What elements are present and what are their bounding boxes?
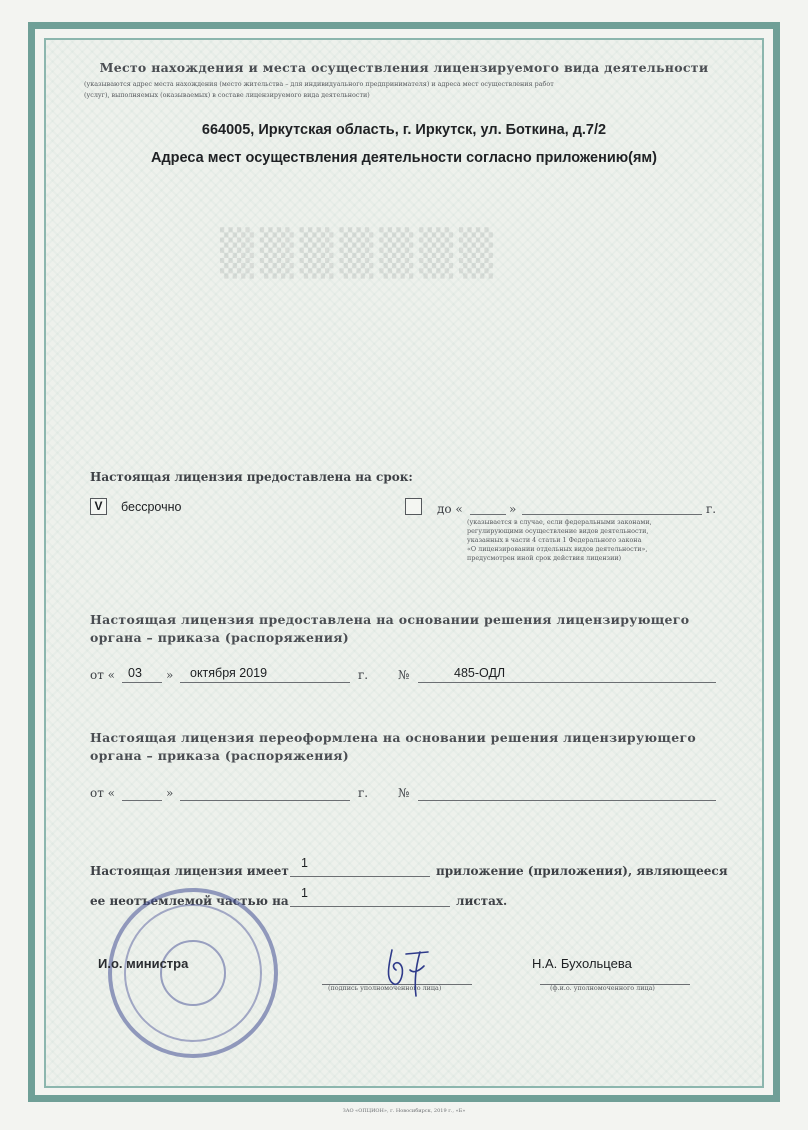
basis-day-line: [122, 682, 162, 683]
basis-year-suffix: г.: [358, 668, 369, 682]
appendix-line2-suffix: листах.: [456, 894, 508, 908]
until-checkbox[interactable]: [405, 498, 422, 515]
basis-title-1: Настоящая лицензия предоставлена на основании решения лицензирующего: [90, 612, 690, 627]
header-title: Место нахождения и места осуществления лицензируемого вида деятельности: [99, 60, 709, 75]
term-title: Настоящая лицензия предоставлена на срок:: [90, 470, 413, 484]
signature-caption: (подпись уполномоченного лица): [328, 984, 442, 992]
term-note-2: регулирующими осуществление видов деятельности,: [467, 527, 649, 535]
appendix-line1-prefix: Настоящая лицензия имеет: [90, 864, 289, 878]
basis-number-label: №: [398, 668, 410, 682]
basis-from-mid: »: [166, 668, 174, 682]
until-mid: »: [509, 502, 517, 516]
reissue-day-line: [122, 800, 162, 801]
handwritten-signature: [370, 940, 440, 1000]
reissue-title-1: Настоящая лицензия переоформлена на основании решения лицензирующего: [90, 730, 697, 745]
official-seal-emblem: [160, 940, 226, 1006]
indefinite-label: бессрочно: [121, 500, 182, 514]
term-note-5: предусмотрен иной срок действия лицензии): [467, 554, 622, 562]
term-note-1: (указывается в случае, если федеральными законами,: [467, 518, 652, 526]
appendix-line1-suffix: приложение (приложения), являющееся: [436, 864, 728, 878]
name-caption: (ф.и.о. уполномоченного лица): [550, 984, 655, 992]
term-note-3: указанных в части 4 статьи 1 Федерального закона: [467, 536, 642, 544]
appendix-line2-prefix: ее неотъемлемой частью на: [90, 894, 289, 908]
watermark-background: ▒▒▒▒▒▒▒: [220, 228, 499, 279]
until-day-line: [470, 514, 506, 515]
until-year-suffix: г.: [706, 502, 717, 516]
appendix-count: 1: [301, 856, 308, 870]
basis-number-line: [418, 682, 716, 683]
until-prefix: до «: [437, 502, 463, 516]
reissue-from-mid: »: [166, 786, 174, 800]
appendix-count-line: [290, 876, 430, 877]
address-sub: Адреса мест осуществления деятельности согласно приложению(ям): [151, 150, 657, 166]
reissue-title-2: органа – приказа (распоряжения): [90, 748, 350, 763]
indefinite-checkbox[interactable]: V: [90, 498, 107, 515]
until-date-line: [522, 514, 702, 515]
basis-date-line: [180, 682, 350, 683]
reissue-number-line: [418, 800, 716, 801]
term-note-4: «О лицензировании отдельных видов деятельности»,: [467, 545, 648, 553]
reissue-year-suffix: г.: [358, 786, 369, 800]
reissue-date-line: [180, 800, 350, 801]
appendix-sheets: 1: [301, 886, 308, 900]
basis-title-2: органа – приказа (распоряжения): [90, 630, 350, 645]
basis-from-prefix: от «: [90, 668, 116, 682]
header-note-1: (указываются адрес места нахождения (место жительства – для индивидуального предпринимателя) и адреса мест осуществления работ: [84, 80, 554, 88]
header-note-2: (услуг), выполняемых (оказываемых) в составе лицензируемого вида деятельности): [84, 91, 370, 99]
signatory-name: Н.А. Бухольцева: [532, 956, 632, 971]
appendix-sheets-line: [290, 906, 450, 907]
signatory-position: И.о. министра: [98, 956, 189, 971]
basis-month-year: октября 2019: [190, 666, 268, 680]
reissue-number-label: №: [398, 786, 410, 800]
reissue-from-prefix: от «: [90, 786, 116, 800]
printer-footer: ЗАО «ОПЦИОН», г. Новосибирск, 2019 г., «Б»: [342, 1108, 466, 1114]
basis-number: 485-ОДЛ: [454, 666, 506, 680]
address-main: 664005, Иркутская область, г. Иркутск, ул. Боткина, д.7/2: [201, 122, 607, 138]
basis-day: 03: [128, 666, 142, 680]
